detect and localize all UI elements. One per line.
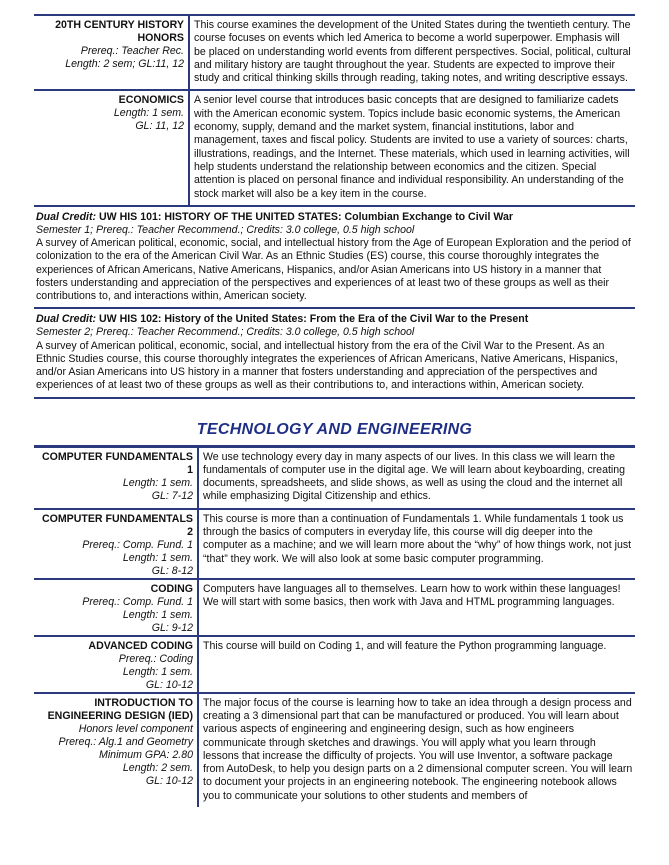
course-description: This course is more than a continuation of Fundamentals 1. While fundamentals 1 took us through the basics of computers in everyday life, this course will dig deeper into the computer as a machine; and we will learn more about the “why” of how things work, not just “that” they work. We will also look at some basic computer programming. bbox=[203, 512, 632, 565]
course-info bbox=[34, 91, 188, 204]
course-info bbox=[34, 510, 197, 578]
course-length: Length: 2 sem; GL:11, 12 bbox=[65, 58, 184, 70]
course-row-computer-fundamentals-1 bbox=[34, 448, 635, 508]
section-title: TECHNOLOGY AND ENGINEERING bbox=[196, 420, 473, 438]
course-name: COMPUTER FUNDAMENTALS 2 bbox=[41, 512, 193, 538]
course-row-computer-fundamentals-2 bbox=[34, 510, 635, 578]
course-info bbox=[34, 448, 197, 508]
course-prereq: Prereq.: Comp. Fund. 1 bbox=[82, 538, 193, 551]
course-prereq: Prereq.: Coding bbox=[118, 652, 193, 665]
course-length: Length: 2 sem. bbox=[122, 761, 193, 774]
course-name: INTRODUCTION TO ENGINEERING DESIGN (IED) bbox=[47, 696, 193, 722]
course-info bbox=[34, 580, 197, 635]
course-description: We use technology every day in many aspects of our lives. In this class we will learn the fundamentals of computer use in the digital age. We will learn about keyboarding, creating documents, spreadsheets, and slide shows, as well as using the cloud and the internet all while emphasizing Digital Citizenship and ethics. bbox=[203, 450, 626, 503]
course-length: Length: 1 sem. bbox=[113, 107, 184, 120]
course-prereq: Prereq.: Comp. Fund. 1 bbox=[82, 595, 193, 608]
dual-credit-his-102 bbox=[34, 309, 635, 396]
dual-credit-label: Dual Credit: bbox=[36, 313, 97, 326]
course-min-gpa: Minimum GPA: 2.80 bbox=[99, 748, 193, 761]
dual-credit-description: A survey of American political, economic, social, and intellectual history from the era of the Civil War to the Present. As an Ethnic Studies course, this course thoroughly integrates the experiences of African Americans, Native Americans, Hispanics, and/or Asian Americans into US history in a manner that fosters understanding and appreciation of the perspectives and experiences of at least two of these groups as well as their contributions to, and interactions within, American society. bbox=[36, 339, 618, 392]
course-name: 20TH CENTURY HISTORY HONORS bbox=[55, 19, 184, 44]
course-name: ECONOMICS bbox=[118, 94, 184, 107]
catalog-page bbox=[34, 14, 635, 807]
divider bbox=[34, 397, 635, 399]
dual-credit-his-101 bbox=[34, 207, 635, 307]
dual-credit-meta: Semester 1; Prereq.: Teacher Recommend.; Credits: 3.0 college, 0.5 high school bbox=[36, 224, 415, 237]
course-info bbox=[34, 694, 197, 807]
course-description: This course will build on Coding 1, and will feature the Python programming language. bbox=[203, 639, 607, 652]
course-grade-level: GL: 7-12 bbox=[151, 489, 193, 502]
course-grade-level: GL: 10-12 bbox=[145, 678, 193, 691]
dual-credit-title bbox=[36, 211, 635, 224]
course-grade-level: GL: 8-12 bbox=[151, 564, 193, 577]
course-grade-level: GL: 11, 12 bbox=[135, 120, 184, 133]
course-row-20th-century-history bbox=[34, 16, 635, 89]
course-row-intro-engineering-design bbox=[34, 694, 635, 807]
course-info bbox=[34, 16, 188, 89]
dual-credit-description: A survey of American political, economic, social, and intellectual history from the Age of European Exploration and the period of colonization to the era of the American Civil War. As an Ethnic Studies (ES) course, this course thoroughly integrates the experiences of African Americans, Native Americans, Hispanics, and/or Asian Americans into US history in a manner that fosters understanding and appreciation of the perspectives and experiences of at least two of these groups as well as their contributions to, and interactions within, American society. bbox=[36, 237, 631, 303]
dual-credit-course: UW HIS 102: History of the United States: From the Era of the Civil War to the Present bbox=[99, 313, 529, 326]
course-grade-level: GL: 10-12 bbox=[145, 774, 193, 787]
course-length: Length: 1 sem. bbox=[122, 551, 193, 564]
course-description: This course examines the development of the United States during the twentieth century. The course focuses on events which led America to become a world superpower. Emphasis will be placed on understanding world events from different perspectives. Social, political, cultural and military history are taught throughout the year. Students are expected to improve their study and critical thinking skills through reading, taking notes, and writing descriptive essays. bbox=[194, 19, 631, 85]
course-row-advanced-coding bbox=[34, 637, 635, 692]
course-name: ADVANCED CODING bbox=[88, 639, 193, 652]
course-info bbox=[34, 637, 197, 692]
course-grade-level: GL: 9-12 bbox=[151, 621, 193, 634]
course-name: COMPUTER FUNDAMENTALS 1 bbox=[41, 450, 193, 476]
course-prereq: Prereq.: Teacher Rec. bbox=[80, 45, 184, 57]
course-description: The major focus of the course is learning how to take an idea through a design process and creating a 3 dimensional part that can be manufactured or produced. You will learn about various aspects of engineering and engineering design, such as how engineers communicate through sketches and drawings. You will apply what you learn through lessons that increase the difficulty of projects. You will use Inventor, a software package from AutoDesk, to help you design parts on a 2 dimensional computer screen. You will learn to document your projects in an engineering notebook. The engineering notebook allows you to communicate your solutions to other students and members of bbox=[203, 696, 633, 802]
course-length: Length: 1 sem. bbox=[122, 608, 193, 621]
course-description: A senior level course that introduces basic concepts that are designed to familiarize cadets with the American economic system. Topics include basic economic systems, the American economy, supply, demand and the market system, financial institutions, labor and management, taxes and fiscal policy. Students are invited to use a variety of sources: charts, illustrations, readings, and the Internet. These materials, which used in learning activities, will help students understand the relationship between economics and the citizen. Special attention is placed on personal finance and individual responsibility. An understanding of the stock market will also be a key item in the course. bbox=[194, 94, 630, 200]
course-name: CODING bbox=[150, 582, 193, 595]
course-row-economics bbox=[34, 91, 635, 204]
course-row-coding bbox=[34, 580, 635, 635]
course-prereq: Prereq.: Alg.1 and Geometry bbox=[58, 735, 193, 748]
dual-credit-meta: Semester 2; Prereq.: Teacher Recommend.; Credits: 3.0 college, 0.5 high school bbox=[36, 326, 415, 339]
dual-credit-course: UW HIS 101: HISTORY OF THE UNITED STATES: Columbian Exchange to Civil War bbox=[99, 210, 513, 223]
course-length: Length: 1 sem. bbox=[122, 476, 193, 489]
course-description: Computers have languages all to themselves. Learn how to work within these languages! We will start with some basics, then work with Java and HTML programming languages. bbox=[203, 582, 621, 608]
dual-credit-title bbox=[36, 313, 635, 326]
course-length: Length: 1 sem. bbox=[122, 665, 193, 678]
dual-credit-label: Dual Credit: bbox=[36, 210, 97, 223]
course-honors-note: Honors level component bbox=[78, 722, 193, 735]
